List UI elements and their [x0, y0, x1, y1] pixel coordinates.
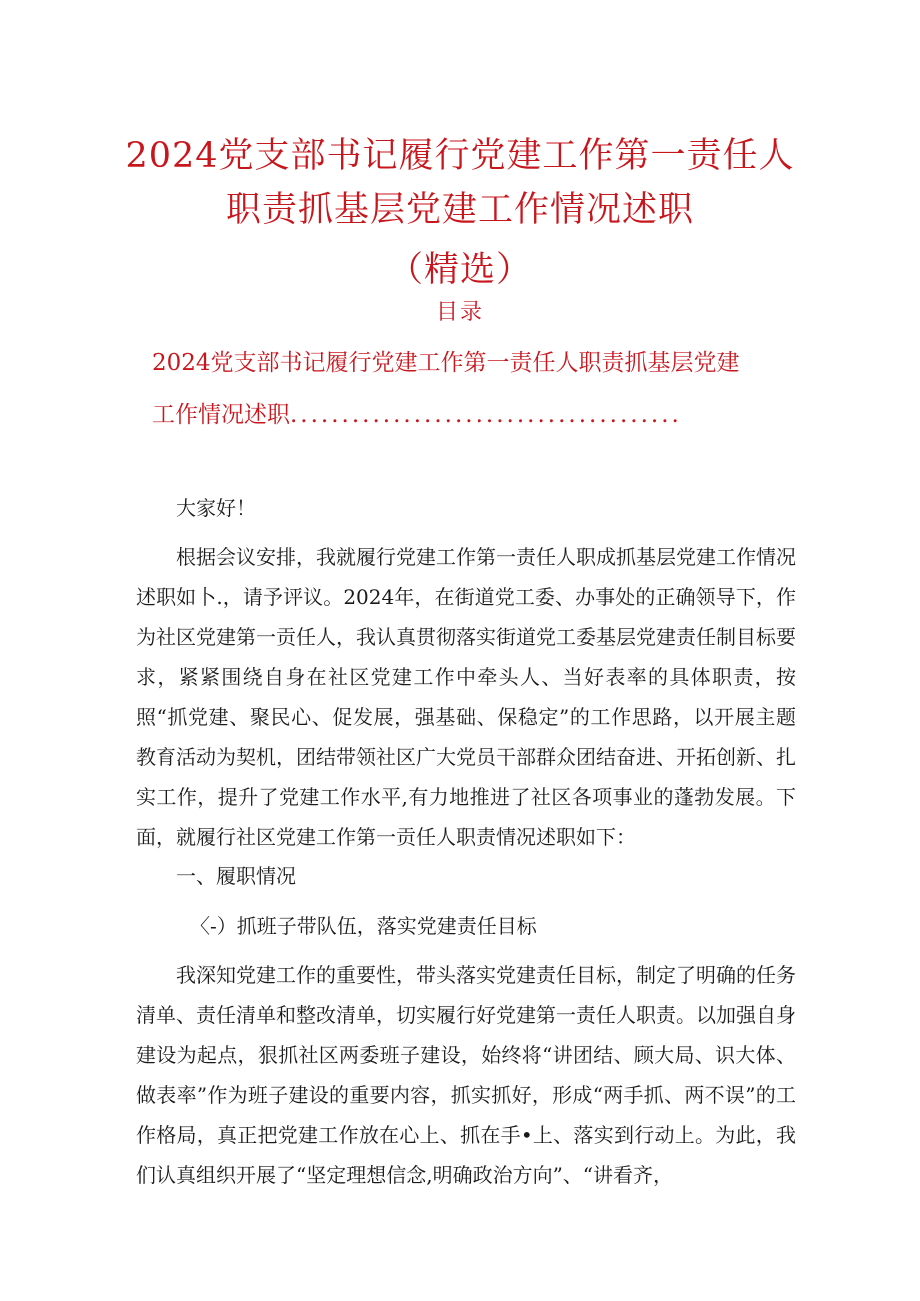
toc-entry-text: 工作情况述职	[152, 402, 290, 428]
title-line-1: 2024党支部书记履行党建工作第一责任人	[125, 136, 795, 176]
toc-entry-line-2[interactable]	[152, 396, 772, 429]
title-line-2: 职责抓基层党建工作情况述职	[225, 190, 694, 230]
paragraph-body-1: 我深知党建工作的重要性，带头落实党建责任目标，制定了明确的任务清单、责任清单和整改清单，切实履行好党建第一责任人职责。以加强自身建设为起点，狠抓社区两委班子建设，始终将“讲团结、顾大局、识大体、做表率”作为班子建设的重要内容，抓实抓好，形成“两手抓、两不误”的工作格局，真正把党建工作放在心上、抓在手•上、落实到行动上。为此，我们认真组织开展了“坚定理想信念,明确政治方向”、“讲看齐，	[136, 963, 796, 1187]
section-heading-1: 一、履职情况	[176, 864, 296, 888]
toc-entry-line-1[interactable]: 2024党支部书记履行党建工作第一责任人职责抓基层党建	[152, 350, 740, 376]
title-line-3: （精选）	[387, 250, 532, 290]
paragraph-intro: 根据会议安排，我就履行党建工作第一责任人职成抓基层党建工作情况述职如卜.，请予评议。2024年，在街道党工委、办事处的正确领导下，作为社区党建第一贡任人，我认真贯彻落实街道党工委基层党建责任制目标要求，紧紧围绕自身在社区党建工作中牵头人、当好表率的具体职责，按照“抓党建、聚民心、促发展，强基础、保稳定”的工作思路，以开展主题教育活动为契机，团结带领社区广大党员干部群众团结奋进、开拓创新、扎实工作，提升了党建工作水平,有力地推进了社区各项事业的蓬勃发展。下面，就履行社区党建工作第一贡任人职责情况述职如下：	[136, 545, 796, 849]
toc-heading: 目录	[435, 300, 484, 325]
subsection-heading-1: 〈-）抓班子带队伍，落实党建责任目标	[190, 914, 537, 938]
greeting: 大家好！	[176, 496, 256, 520]
toc-leader-dots: ......................................	[290, 402, 682, 428]
